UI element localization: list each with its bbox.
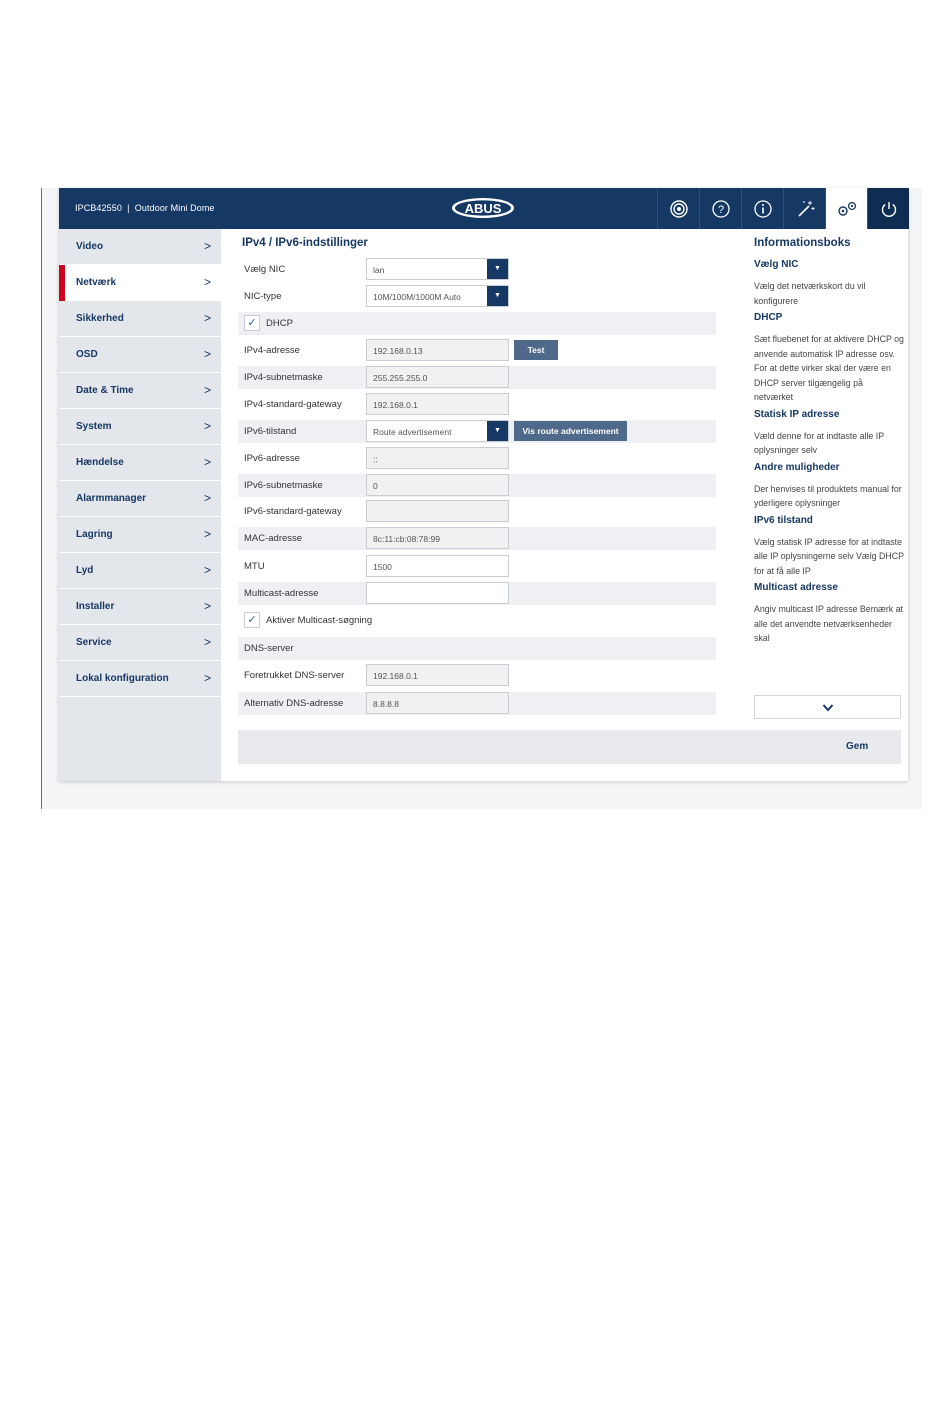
info-text: Vælg det netværkskort du vil konfigurere [754,281,866,306]
dns-alternative-row [238,692,716,715]
nic-type-row [238,285,716,308]
nic-value: lan [373,265,385,275]
sidebar-item-label: Lyd [76,565,94,576]
ipv6-mask-row [238,474,716,497]
sidebar-menu [59,229,221,781]
info-heading: Vælg NIC [754,259,799,270]
ipv6-gateway-label: IPv6-standard-gateway [244,506,342,517]
ipv6-mode-label: IPv6-tilstand [244,426,297,437]
live-view-button[interactable] [657,188,699,229]
sidebar-item-lyd[interactable] [59,553,221,589]
chevron-right-icon: > [203,311,211,325]
wizard-button[interactable] [783,188,825,229]
mtu-input[interactable]: 1500 [366,555,509,577]
chevron-right-icon: > [203,599,211,613]
power-icon [879,199,899,219]
info-panel [743,229,908,729]
title-separator: | [127,203,130,213]
info-title: Informationsboks [754,237,851,249]
section-title: IPv4 / IPv6-indstillinger [242,237,368,249]
settings-button[interactable] [825,188,867,229]
info-text: Væld denne for at indtaste alle IP oplysninger selv [754,430,884,455]
abus-logo [451,197,515,219]
save-button[interactable]: Gem [846,741,869,752]
sidebar-item-label: Video [76,241,104,252]
mac-label: MAC-adresse [244,533,303,544]
device-title [75,203,215,213]
show-route-advertisement-button[interactable]: Vis route advertisement [514,421,627,441]
multicast-label: Multicast-adresse [244,588,319,599]
multicast-input[interactable] [366,582,509,604]
ipv4-mask-label: IPv4-subnetmaske [244,372,323,383]
save-bar [238,730,901,764]
app-window [59,188,908,781]
info-text: Sæt fluebenet for at aktivere DHCP og anvende automatisk IP adresse osv. For at dette virker skal der være en DHCP server tilgængelig på netværket [754,334,904,402]
sidebar-item-alarmmanager[interactable] [59,481,221,517]
sidebar-item-label: System [76,421,112,432]
ipv6-mode-value: Route advertisement [373,427,452,437]
ipv4-mask-input[interactable]: 255.255.255.0 [366,366,509,388]
multicast-row [238,582,716,605]
sidebar-item-haendelse[interactable] [59,445,221,481]
sidebar-item-service[interactable] [59,625,221,661]
info-heading: Statisk IP adresse [754,408,840,420]
nic-label: Vælg NIC [244,264,286,275]
ipv4-address-input[interactable]: 192.168.0.13 [366,339,509,361]
sidebar-item-label: OSD [76,349,98,360]
ipv4-gateway-input[interactable]: 192.168.0.1 [366,393,509,415]
chevron-right-icon: > [203,491,211,505]
logo-text: ABUS [464,201,502,216]
info-text: Vælg statisk IP adresse for at indtaste alle IP oplysningerne selv Vælg DHCP for at få alle IP [754,536,904,576]
ipv4-gateway-label: IPv4-standard-gateway [244,399,342,410]
chevron-right-icon: > [203,419,211,433]
nic-type-select[interactable] [366,285,509,307]
info-heading: Multicast adresse [754,582,838,593]
chevron-right-icon: > [203,455,211,469]
sidebar-item-installer[interactable] [59,589,221,625]
info-expand-button[interactable] [754,695,901,719]
logout-button[interactable] [867,188,909,229]
dns-alternative-label: Alternativ DNS-adresse [244,698,344,709]
ipv6-mode-row [238,420,716,443]
sidebar-item-label: Service [76,637,112,648]
sidebar-item-osd[interactable] [59,337,221,373]
ipv6-mode-select[interactable] [366,420,509,442]
dhcp-label: DHCP [266,318,293,329]
svg-text:?: ? [717,203,724,216]
sidebar-item-label: Alarmmanager [76,493,147,504]
info-button[interactable] [741,188,783,229]
chevron-right-icon: > [203,635,211,649]
nic-type-label: NIC-type [244,291,282,302]
chevron-right-icon: > [203,239,211,253]
sidebar-item-video[interactable] [59,229,221,265]
dns-header: DNS-server [244,643,294,654]
sidebar-item-system[interactable] [59,409,221,445]
dns-preferred-label: Foretrukket DNS-server [244,670,345,681]
chevron-right-icon: > [203,383,211,397]
device-name: Outdoor Mini Dome [134,203,215,213]
device-id: IPCB42550 [75,203,122,213]
sidebar-item-sikkerhed[interactable] [59,301,221,337]
sidebar-item-label: Lokal konfiguration [76,673,169,684]
dhcp-row [238,312,716,335]
dns-header-row [238,637,716,660]
dns-preferred-row [238,664,716,687]
sidebar-item-label: Sikkerhed [76,313,124,324]
dhcp-checkbox[interactable]: ✓ [244,315,260,331]
info-heading: DHCP [754,312,783,323]
chevron-right-icon: > [203,347,211,361]
ipv6-gateway-input[interactable] [366,500,509,522]
ipv4-address-row [238,339,716,362]
dropdown-arrow-icon[interactable]: ▼ [487,259,508,279]
chevron-down-icon [822,703,834,713]
info-icon [753,199,773,219]
test-button[interactable]: Test [514,340,558,360]
ipv6-address-row [238,447,716,470]
multicast-search-row [238,609,716,632]
dropdown-arrow-icon[interactable]: ▼ [487,286,508,306]
info-heading: Andre muligheder [754,461,840,473]
sidebar-item-date-time[interactable] [59,373,221,409]
dns-preferred-input[interactable]: 192.168.0.1 [366,664,509,686]
mac-address-input[interactable]: 8c:11:cb:08:78:99 [366,527,509,549]
nic-row [238,258,716,281]
chevron-right-icon: > [203,527,211,541]
sidebar-item-label: Netværk [76,277,117,288]
ipv6-address-label: IPv6-adresse [244,453,300,464]
ipv6-mask-input[interactable]: 0 [366,474,509,496]
sidebar-item-label: Date & Time [76,385,134,396]
help-icon [711,199,731,219]
ipv4-gateway-row [238,393,716,416]
chevron-right-icon: > [203,275,211,289]
chevron-right-icon: > [203,563,211,577]
sidebar-item-label: Hændelse [76,457,124,468]
nic-type-value: 10M/100M/1000M Auto [373,292,461,302]
wizard-icon [794,198,816,220]
sidebar-item-lagring[interactable] [59,517,221,553]
info-text: Der henvises til produktets manual for yderligere oplysninger [754,483,902,508]
help-button[interactable] [699,188,741,229]
info-heading: IPv6 tilstand [754,514,813,526]
ipv6-address-input[interactable]: :: [366,447,509,469]
dns-alternative-input[interactable]: 8.8.8.8 [366,692,509,714]
top-bar [59,188,908,229]
dropdown-arrow-icon[interactable]: ▼ [487,421,508,441]
mtu-label: MTU [244,561,265,572]
ipv4-mask-row [238,366,716,389]
mtu-row [238,555,716,578]
sidebar-item-label: Lagring [76,529,113,540]
ipv6-gateway-row [238,500,716,523]
nic-select[interactable] [366,258,509,280]
settings-icon [835,199,859,219]
sidebar-item-label: Installer [76,601,115,612]
ipv4-address-label: IPv4-adresse [244,345,300,356]
sidebar-item-lokal-konfiguration[interactable] [59,661,221,697]
info-body [754,259,904,691]
sidebar-item-netvaerk[interactable] [59,265,221,301]
chevron-right-icon: > [203,671,211,685]
mac-row [238,527,716,550]
camera-lens-icon [669,199,689,219]
multicast-search-checkbox[interactable]: ✓ [244,612,260,628]
info-text: Angiv multicast IP adresse Bemærk at alle det anvendte netværksenheder skal [754,604,903,643]
multicast-search-label: Aktiver Multicast-søgning [266,615,373,626]
ipv6-mask-label: IPv6-subnetmaske [244,480,323,491]
